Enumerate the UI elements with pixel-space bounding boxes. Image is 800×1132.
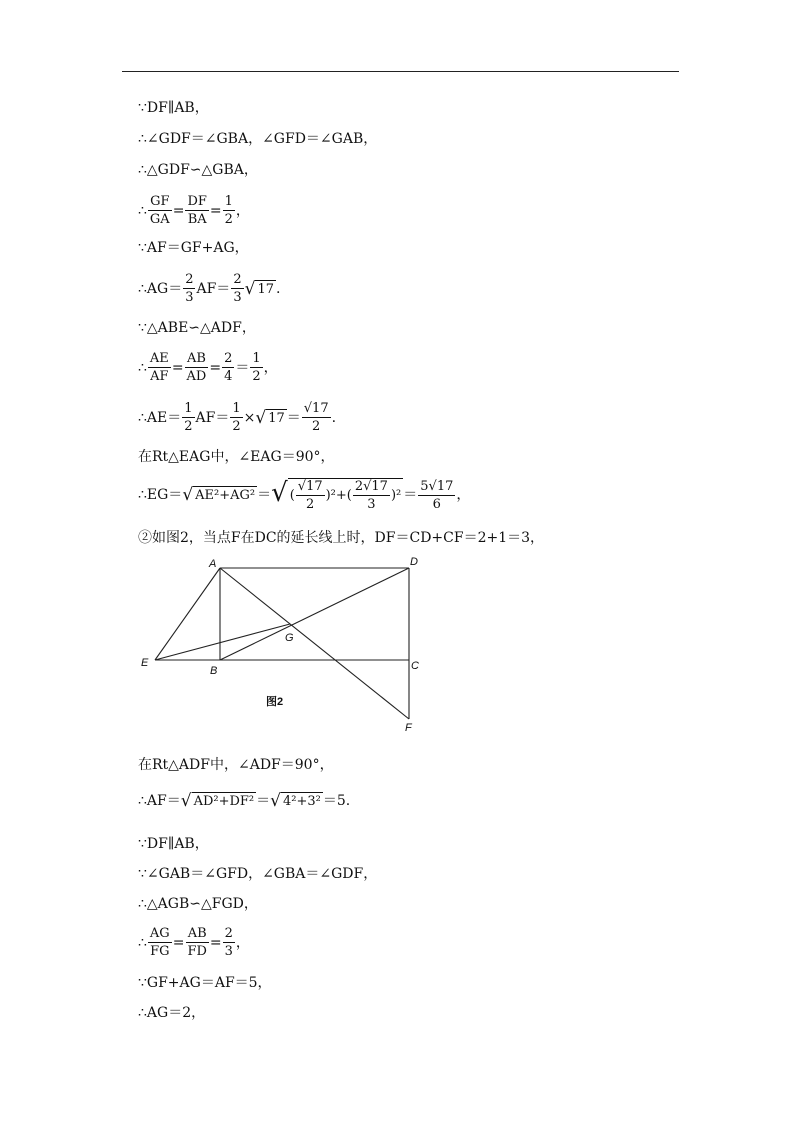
- segment-BD: [220, 568, 409, 660]
- text: (: [289, 487, 295, 503]
- text: ∴AF＝: [138, 793, 181, 809]
- text: )²: [390, 487, 402, 503]
- denominator: 4: [224, 369, 233, 384]
- proof-line-5: ∵AF＝GF+AG，: [138, 240, 249, 256]
- proof-line-3: ∴△GDF∽△GBA，: [138, 162, 258, 178]
- fraction: [230, 401, 242, 434]
- radicand: AD²+DF²: [193, 794, 255, 809]
- numerator: √17: [297, 479, 323, 494]
- numerator: 1: [252, 351, 261, 366]
- figure-2-diagram: [135, 553, 435, 735]
- proof-line-9: [138, 401, 336, 434]
- denominator: AF: [150, 369, 169, 384]
- numerator: 1: [184, 401, 193, 416]
- proof-line-17: ∴△AGB∽△FGD，: [138, 896, 258, 912]
- denominator: 2: [184, 419, 193, 434]
- fraction: [148, 926, 172, 959]
- text: ＝5.: [322, 793, 351, 809]
- text: ∴: [138, 202, 147, 219]
- radical: √ 17: [244, 278, 274, 299]
- fraction: [148, 194, 172, 227]
- denominator: 2: [232, 419, 241, 434]
- fraction: [223, 194, 235, 227]
- denominator: 3: [367, 497, 376, 512]
- label-G: G: [285, 632, 294, 644]
- numerator: 2√17: [354, 479, 388, 494]
- text: ＝: [286, 409, 301, 426]
- text: )²+(: [325, 487, 352, 503]
- text: ∴: [138, 359, 147, 376]
- denominator: 3: [233, 290, 242, 305]
- radical: √ ( $\frac{√17}{2}$ )²+( $\frac{2√17}{3}$ )²: [271, 478, 402, 512]
- text: ，: [235, 202, 250, 219]
- proof-line-11: [138, 478, 470, 512]
- proof-line-19: ∵GF+AG＝AF＝5，: [138, 975, 272, 991]
- fraction: [250, 351, 262, 384]
- text: ＝: [256, 793, 271, 809]
- numerator: 1: [232, 401, 241, 416]
- fraction: [182, 401, 194, 434]
- proof-line-7: ∵△ABE∽△ADF，: [138, 320, 256, 336]
- numerator: 5√17: [420, 478, 454, 494]
- text: ×: [243, 409, 256, 426]
- radicand: 17: [257, 281, 274, 297]
- proof-line-12: ②如图2，当点F在DC的延长线上时，DF＝CD+CF＝2+1＝3，: [138, 530, 545, 546]
- denominator: 6: [432, 496, 441, 512]
- radicand: [288, 478, 404, 512]
- numerator: AB: [186, 351, 206, 366]
- numerator: DF: [187, 194, 207, 209]
- proof-line-1: ∵DF∥AB，: [138, 100, 209, 116]
- denominator: FG: [150, 944, 170, 959]
- label-D: D: [410, 556, 418, 568]
- proof-line-16: ∵∠GAB＝∠GFD，∠GBA＝∠GDF，: [138, 866, 378, 882]
- numerator: 2: [233, 272, 242, 287]
- text: ，: [456, 487, 471, 503]
- fraction: [222, 351, 234, 384]
- proof-line-2: ∴∠GDF＝∠GBA，∠GFD＝∠GAB，: [138, 131, 378, 147]
- text: ∴AG＝: [138, 280, 183, 297]
- text: .: [275, 280, 281, 297]
- fraction: [231, 272, 243, 305]
- numerator: √17: [303, 401, 329, 416]
- radicand: 4²+3²: [283, 794, 321, 809]
- proof-line-6: [138, 272, 280, 305]
- numerator: 2: [224, 351, 233, 366]
- label-F: F: [405, 722, 412, 734]
- fraction: [296, 479, 325, 512]
- fraction: [183, 272, 195, 305]
- proof-line-14: [138, 792, 350, 810]
- fraction: [148, 351, 171, 384]
- fraction: [418, 479, 455, 512]
- proof-line-4: ∴ $\frac{GF}{GA}$ = $\frac{DF}{BA}$ = $\frac{1}{2}$ ，: [138, 194, 250, 227]
- denominator: 3: [224, 944, 233, 959]
- text: AF＝: [196, 280, 231, 297]
- numerator: 2: [224, 926, 233, 941]
- denominator: GA: [149, 212, 170, 227]
- numerator: AG: [149, 926, 170, 941]
- label-B: B: [210, 665, 218, 677]
- fraction: [185, 926, 208, 959]
- denominator: 2: [224, 212, 233, 227]
- label-A: A: [209, 558, 217, 570]
- numerator: 1: [224, 194, 233, 209]
- proof-line-15: ∵DF∥AB，: [138, 836, 209, 852]
- text: AF＝: [195, 409, 230, 426]
- denominator: 2: [252, 369, 261, 384]
- header-rule: [122, 71, 679, 72]
- radical: √ 17: [255, 407, 285, 428]
- proof-line-10: 在Rt△EAG中，∠EAG＝90°，: [138, 449, 335, 465]
- proof-line-18: ∴ $\frac{AG}{FG}$ = $\frac{AB}{FD}$ = $\frac{2}{3}$ ，: [138, 926, 250, 959]
- radical: √ 4²+3²: [270, 791, 321, 811]
- numerator: GF: [150, 194, 170, 209]
- numerator: AE: [149, 351, 169, 366]
- denominator: 2: [312, 419, 321, 434]
- radical: √ AE²+AG²: [182, 485, 256, 505]
- segment-EA: [155, 568, 220, 660]
- radicand: 17: [268, 410, 285, 426]
- text: ＝: [403, 487, 418, 503]
- text: .: [331, 409, 337, 426]
- denominator: 3: [185, 290, 194, 305]
- figure-caption: 图2: [266, 696, 284, 708]
- proof-line-20: ∴AG＝2，: [138, 1005, 206, 1021]
- denominator: AD: [186, 369, 207, 384]
- numerator: AB: [187, 926, 207, 941]
- segment-EG: [155, 624, 290, 660]
- denominator: 2: [306, 497, 315, 512]
- text: ＝: [257, 487, 272, 503]
- fraction: [185, 194, 208, 227]
- segment-AF: [220, 568, 409, 719]
- fraction: [353, 479, 390, 512]
- denominator: BA: [187, 212, 207, 227]
- label-C: C: [411, 660, 419, 672]
- fraction: [302, 401, 331, 434]
- radical: √ AD²+DF²: [180, 791, 255, 811]
- text: ∴EG＝: [138, 487, 183, 503]
- numerator: 2: [185, 272, 194, 287]
- proof-line-13: 在Rt△ADF中，∠ADF＝90°，: [138, 757, 334, 773]
- text: ∴AE＝: [138, 409, 182, 426]
- text: ，: [235, 934, 250, 951]
- fraction: [185, 351, 209, 384]
- proof-line-8: ∴ $\frac{AE}{AF}$ = $\frac{AB}{AD}$ = $\frac{2}{4}$ ＝ $\frac{1}{2}$ ，: [138, 351, 278, 384]
- denominator: FD: [187, 944, 207, 959]
- fraction: [223, 926, 235, 959]
- text: ，: [263, 359, 278, 376]
- radicand: AE²+AG²: [195, 488, 256, 503]
- label-E: E: [141, 657, 149, 669]
- text: ∴: [138, 934, 147, 951]
